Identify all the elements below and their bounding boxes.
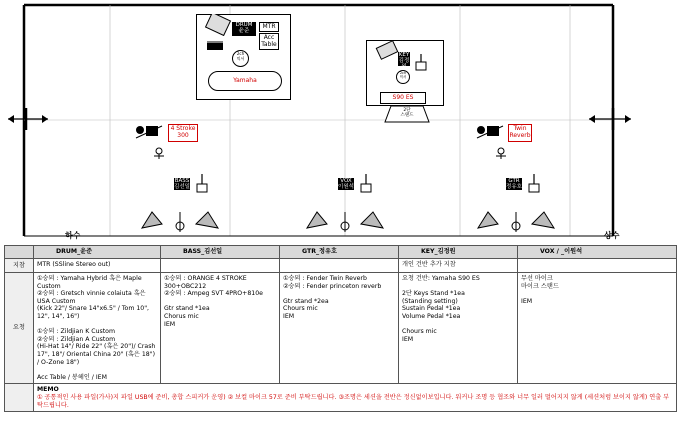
memo-cell — [34, 384, 677, 412]
memo-title: MEMO — [37, 386, 59, 394]
table-row — [5, 259, 677, 273]
left-side-label: 하수 — [65, 231, 81, 240]
left-guitar-icon — [132, 122, 172, 146]
right-side-label: 상수 — [604, 231, 620, 240]
left-amp-label: 4 Stroke 300 — [168, 124, 198, 142]
row-label-bring: 지참 — [5, 259, 34, 273]
request-bass — [161, 273, 280, 384]
gtr-mic-stand-icon — [526, 172, 542, 196]
acc-table-tag: Acc Table — [259, 33, 279, 50]
request-gtr — [280, 273, 399, 384]
header-vox: VOX / _이원석 — [518, 246, 677, 259]
key-stand-label: 2단 스탠드 — [400, 108, 414, 118]
memo-spacer — [5, 384, 34, 412]
bring-vox — [518, 259, 677, 273]
bass-mic-stand-icon — [194, 172, 210, 196]
table-header-row — [5, 246, 677, 259]
right-guitar-icon — [473, 122, 513, 146]
bring-bass — [161, 259, 280, 273]
bass-player-tag: BASS 김선일 — [174, 178, 190, 190]
memo-body: ① 공통적인 사용 파일(가사)지 파일 USB에 준비, 총합 스피커가 운영) ② 보컬 마이크 57로 준비 부탁드립니다. ③조명은 세션을 전반은 정신없이보입니다. 워커나 조명 등 협조와 너무 일러 멀어지지 않게 (세션처럼 보이지 않게) 연출 부탁드립니다. — [37, 393, 670, 409]
bring-gtr — [280, 259, 399, 273]
vox-mic-stand-icon — [358, 172, 374, 196]
request-bass-text: ①숭뫼 : ORANGE 4 STROKE 300+OBC212 ②숭뫼 : Ampeg SVT 4PRO+810e Gtr stand *1ea Chorus mic IEM — [164, 275, 263, 328]
bring-drum-text: MTR (SSline Stereo out) — [37, 261, 111, 268]
right-amp-label: Twin Reverb — [508, 124, 532, 142]
table-row — [5, 273, 677, 384]
memo-row — [5, 384, 677, 412]
header-drum: DRUM_윤준 — [34, 246, 161, 259]
key-keyboard: S90 ES — [380, 92, 426, 104]
header-gtr: GTR_정유호 — [280, 246, 399, 259]
request-vox-text: 무선 마이크 마이크 스탠드 IEM — [521, 275, 559, 305]
request-drum-text: ①숭뫼 : Yamaha Hybrid 혹은 Maple Custom ②숭뫼 : Gretsch vinnie colaiuta 혹은 USA Custom (Kick 22"/ Snare 14"x6.5" / Tom 10", 12", 14", 16") ①숭뫼 : Zildjian K Custom ②숭뫼 : Zildjian A Custom (Hi-Hat 14"/ Ride 22" (혹은 20")/ Crash 17", 18"/ Oriental China 20" (혹은 18") / O-Zone 18") Acc Table / 봉헤인 / IEM — [37, 275, 156, 381]
gtr-wedges — [474, 208, 558, 236]
drum-mixer-circle: 2ch 믹서 — [232, 50, 249, 67]
gtr-player-tag: GTR 정유호 — [506, 178, 522, 190]
requirements-table — [4, 245, 677, 412]
key-mic-stand-icon — [413, 52, 429, 74]
header-key: KEY_김정원 — [399, 246, 518, 259]
row-label-request: 요청 — [5, 273, 34, 384]
left-pedal-icon — [152, 146, 166, 160]
request-key — [399, 273, 518, 384]
request-key-text: 요청 건반: Yamaha S90 ES 2단 Keys Stand *1ea (Standing setting) Sustain Pedal *1ea Volume Pedal *1ea Chours mic IEM — [402, 275, 480, 343]
bass-wedges — [138, 208, 222, 236]
key-player-tag: KEY 김정원 — [398, 52, 410, 70]
drum-monitor-icon — [205, 40, 227, 52]
header-bass: BASS_김선일 — [161, 246, 280, 259]
corner-cell — [5, 246, 34, 259]
request-vox — [518, 273, 677, 384]
drum-keyboard: Yamaha — [208, 71, 282, 91]
request-drum — [34, 273, 161, 384]
vox-wedges — [303, 208, 387, 236]
vox-player-tag: VOX 이원석 — [338, 178, 354, 190]
right-stage-arrow — [585, 108, 635, 130]
bring-key-text: 개인 건반 추가 지참 — [402, 261, 456, 268]
bring-key — [399, 259, 518, 273]
key-mixer-circle: 2ch 믹서 — [396, 70, 410, 84]
right-pedal-icon — [494, 146, 508, 160]
request-gtr-text: ①숭뫼 : Fender Twin Reverb ②숭뫼 : Fender princeton reverb Gtr stand *2ea Chours mic IEM — [283, 275, 382, 320]
drum-player-tag: DRUM 윤준 — [232, 22, 256, 36]
mtr-tag: MTR — [259, 22, 279, 32]
left-stage-arrow — [4, 108, 54, 130]
bring-drum — [34, 259, 161, 273]
drum-kit-icon — [204, 14, 234, 36]
